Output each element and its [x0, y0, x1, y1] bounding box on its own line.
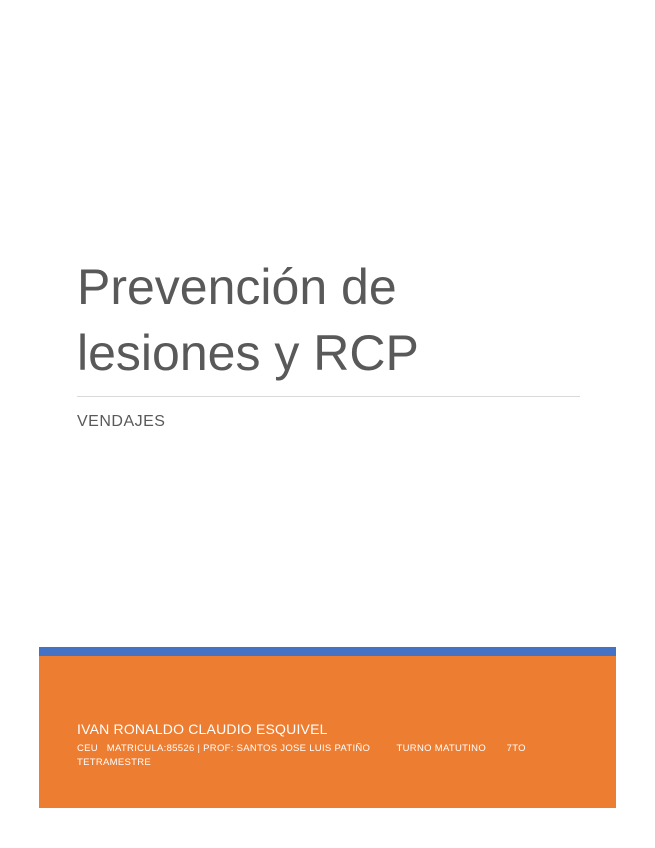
author-name: IVAN RONALDO CLAUDIO ESQUIVEL	[77, 721, 328, 737]
footer-accent-bar	[39, 647, 616, 656]
title-divider	[77, 396, 580, 397]
document-subtitle: VENDAJES	[77, 413, 166, 430]
document-title: Prevención de lesiones y RCP	[77, 259, 419, 381]
author-details: CEU MATRICULA:85526 | PROF: SANTOS JOSE LUIS PATIÑO TURNO MATUTINO 7TO TETRAMESTRE	[77, 743, 529, 768]
